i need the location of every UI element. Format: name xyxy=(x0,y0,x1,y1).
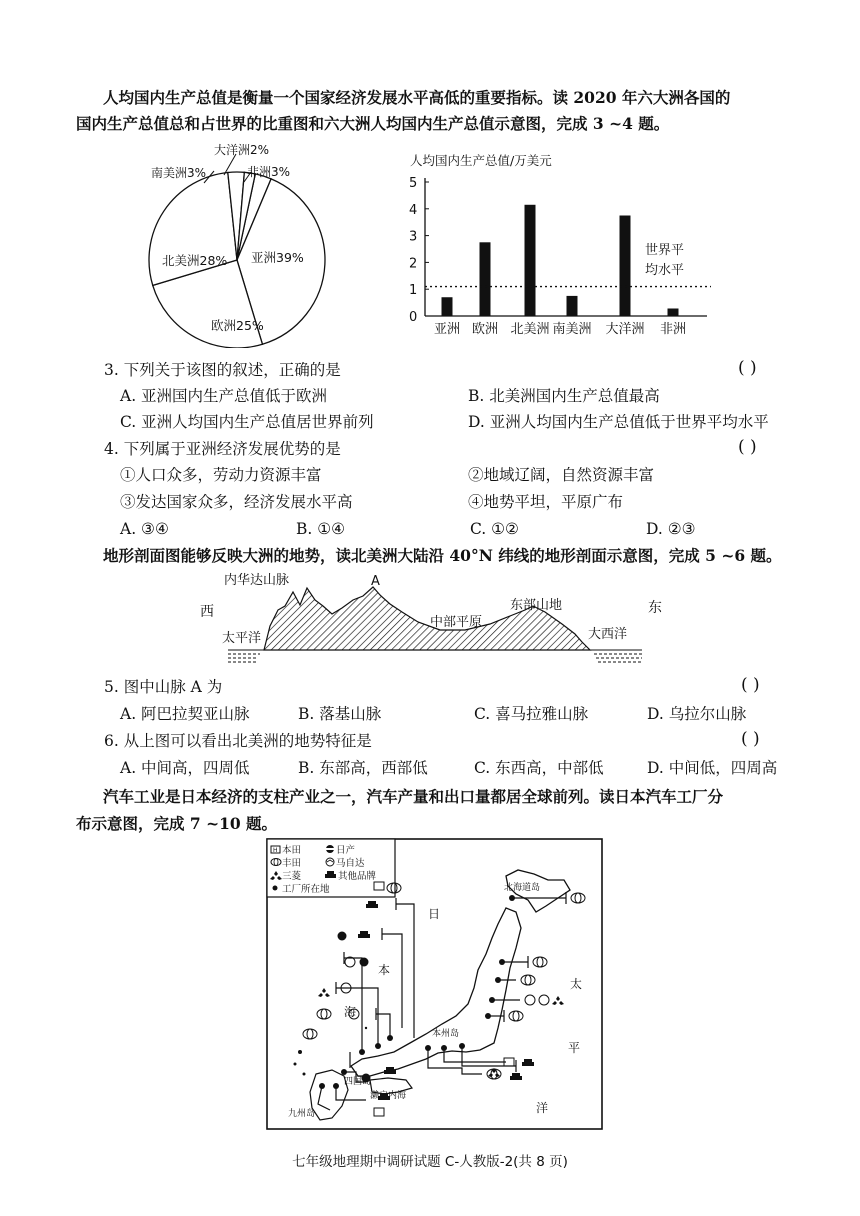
q5-answer-paren: ( ) xyxy=(741,675,760,695)
pie-label-north-america: 北美洲28% xyxy=(162,253,228,268)
intro-paragraph-line2: 国内生产总值总和占世界的比重图和六大洲人均国内生产总值示意图，完成 3 ~4 题。 xyxy=(76,114,670,133)
q5-option-c: C. 喜马拉雅山脉 xyxy=(474,705,589,723)
q3-option-a: A. 亚洲国内生产总值低于欧洲 xyxy=(120,387,328,405)
profile-east-label: 东 xyxy=(648,600,662,616)
q3-option-d: D. 亚洲人均国内生产总值低于世界平均水平 xyxy=(468,413,769,431)
pacific-ocean-char-3: 洋 xyxy=(536,1101,549,1115)
sea-of-japan-char-2: 本 xyxy=(378,963,391,977)
legend-nissan: 日产 xyxy=(336,845,356,856)
gdp-share-pie-chart xyxy=(140,138,340,348)
q3-stem: 3. 下列关于该图的叙述，正确的是 xyxy=(104,361,341,379)
profile-west-label: 西 xyxy=(200,604,214,620)
world-average-label-line1: 世界平 xyxy=(645,243,685,258)
pacific-ocean-char-1: 太 xyxy=(570,977,583,991)
intro-japan-line2: 布示意图，完成 7 ~10 题。 xyxy=(76,814,278,833)
bar-category-label: 欧洲 xyxy=(471,322,499,337)
nissan-icon xyxy=(326,845,334,853)
pie-label-europe: 欧洲25% xyxy=(211,318,264,333)
svg-text:H: H xyxy=(273,847,278,854)
shikoku-label: 四国岛 xyxy=(344,1077,372,1087)
q5-option-d: D. 乌拉尔山脉 xyxy=(647,705,747,723)
bar-3 xyxy=(567,296,578,316)
q4-option-c: C. ①② xyxy=(470,520,519,538)
world-average-label-line2: 均水平 xyxy=(645,263,685,278)
sea-of-japan-char-3: 海 xyxy=(344,1005,357,1019)
page-footer: 七年级地理期中调研试题 C-人教版-2(共 8 页) xyxy=(292,1154,568,1170)
legend-mazda: 马自达 xyxy=(336,858,365,869)
legend-toyota: 丰田 xyxy=(282,858,302,869)
y-tick-label: 0 xyxy=(409,310,418,325)
atlantic-water-waves xyxy=(594,654,642,662)
q5-stem: 5. 图中山脉 A 为 xyxy=(104,678,223,696)
honshu-label: 本州岛 xyxy=(432,1029,460,1039)
gdp-per-capita-bar-chart xyxy=(405,150,715,340)
intro-paragraph-line1: 人均国内生产总值是衡量一个国家经济发展水平高低的重要指标。读 2020 年六大洲各国的 xyxy=(103,88,731,107)
pie-label-oceania: 大洋洲2% xyxy=(214,143,270,157)
q4-statement-3: ③发达国家众多，经济发展水平高 xyxy=(120,493,353,511)
bar-5 xyxy=(668,308,679,316)
profile-central-plain-label: 中部平原 xyxy=(430,615,483,630)
q4-statement-1: ①人口众多，劳动力资源丰富 xyxy=(120,466,322,484)
q6-option-c: C. 东西高，中部低 xyxy=(474,759,604,777)
q6-option-b: B. 东部高，西部低 xyxy=(298,759,428,777)
y-tick-label: 3 xyxy=(409,229,418,245)
profile-nevada-label: 内华达山脉 xyxy=(224,573,290,588)
pacific-water-waves xyxy=(228,654,260,662)
bar-2 xyxy=(525,205,536,316)
japan-car-factory-map xyxy=(266,838,603,1130)
bar-chart-y-ticks xyxy=(409,176,429,325)
kyushu-label: 九州岛 xyxy=(288,1109,316,1119)
q4-option-b: B. ①④ xyxy=(296,520,346,538)
q3-option-c: C. 亚洲人均国内生产总值居世界前列 xyxy=(120,413,374,431)
map-legend xyxy=(267,839,395,897)
pie-label-asia: 亚洲39% xyxy=(251,250,304,265)
q3-option-b: B. 北美洲国内生产总值最高 xyxy=(468,387,660,405)
legend-other: 其他品牌 xyxy=(338,871,377,882)
pie-label-africa: 非洲3% xyxy=(247,165,291,179)
profile-atlantic-label: 大西洋 xyxy=(588,627,628,642)
bar-0 xyxy=(442,297,453,316)
q4-statement-4: ④地势平坦，平原广布 xyxy=(468,493,624,511)
intro-japan-line1: 汽车工业是日本经济的支柱产业之一，汽车产量和出口量都居全球前列。读日本汽车工厂分 xyxy=(103,787,724,806)
y-tick-label: 1 xyxy=(409,283,418,299)
q4-option-a: A. ③④ xyxy=(120,520,169,538)
q5-option-a: A. 阿巴拉契亚山脉 xyxy=(120,705,250,723)
profile-pacific-label: 太平洋 xyxy=(222,631,262,646)
q4-statement-2: ②地域辽阔，自然资源丰富 xyxy=(468,466,655,484)
y-tick-label: 5 xyxy=(409,176,418,191)
bar-category-label: 非洲 xyxy=(659,322,687,337)
q4-option-d: D. ②③ xyxy=(646,520,696,538)
legend-honda: 本田 xyxy=(282,845,302,856)
hokkaido-label: 北海道岛 xyxy=(504,883,541,893)
bar-chart-y-label: 人均国内生产总值/万美元 xyxy=(410,153,552,168)
q6-answer-paren: ( ) xyxy=(741,729,760,749)
bar-category-label: 北美洲 xyxy=(510,322,550,337)
q6-option-a: A. 中间高，四周低 xyxy=(120,759,250,777)
bar-category-label: 大洋洲 xyxy=(605,322,645,337)
y-tick-label: 4 xyxy=(409,202,418,218)
q4-answer-paren: ( ) xyxy=(738,437,757,457)
bar-category-label: 亚洲 xyxy=(433,322,461,337)
bar-chart-bars xyxy=(442,205,679,316)
pacific-ocean-char-2: 平 xyxy=(568,1041,581,1055)
sea-of-japan-char-1: 日 xyxy=(428,907,441,921)
terrain-profile-landmass xyxy=(264,587,590,650)
q6-stem: 6. 从上图可以看出北美洲的地势特征是 xyxy=(104,732,372,750)
q6-option-d: D. 中间低，四周高 xyxy=(647,759,778,777)
bar-4 xyxy=(620,216,631,317)
setonaikai-label: 濑户内海 xyxy=(370,1091,407,1101)
legend-mitsubishi: 三菱 xyxy=(282,871,302,882)
pie-label-south-america: 南美洲3% xyxy=(151,166,207,180)
q5-option-b: B. 落基山脉 xyxy=(298,705,382,723)
q3-answer-paren: ( ) xyxy=(738,358,757,378)
bar-chart-categories xyxy=(434,321,686,337)
bar-category-label: 南美洲 xyxy=(552,322,592,337)
profile-a-label: A xyxy=(371,574,380,589)
terrain-profile-diagram xyxy=(190,568,670,680)
intro-profile-paragraph: 地形剖面图能够反映大洲的地势，读北美洲大陆沿 40°N 纬线的地形剖面示意图，完成 5 ~6 题。 xyxy=(103,546,782,565)
profile-eastern-upland-label: 东部山地 xyxy=(510,598,563,613)
legend-factory: 工厂所在地 xyxy=(282,884,330,895)
factory-dot-icon xyxy=(273,886,278,891)
bar-1 xyxy=(480,242,491,316)
y-tick-label: 2 xyxy=(409,256,418,272)
q4-stem: 4. 下列属于亚洲经济发展优势的是 xyxy=(104,440,341,458)
